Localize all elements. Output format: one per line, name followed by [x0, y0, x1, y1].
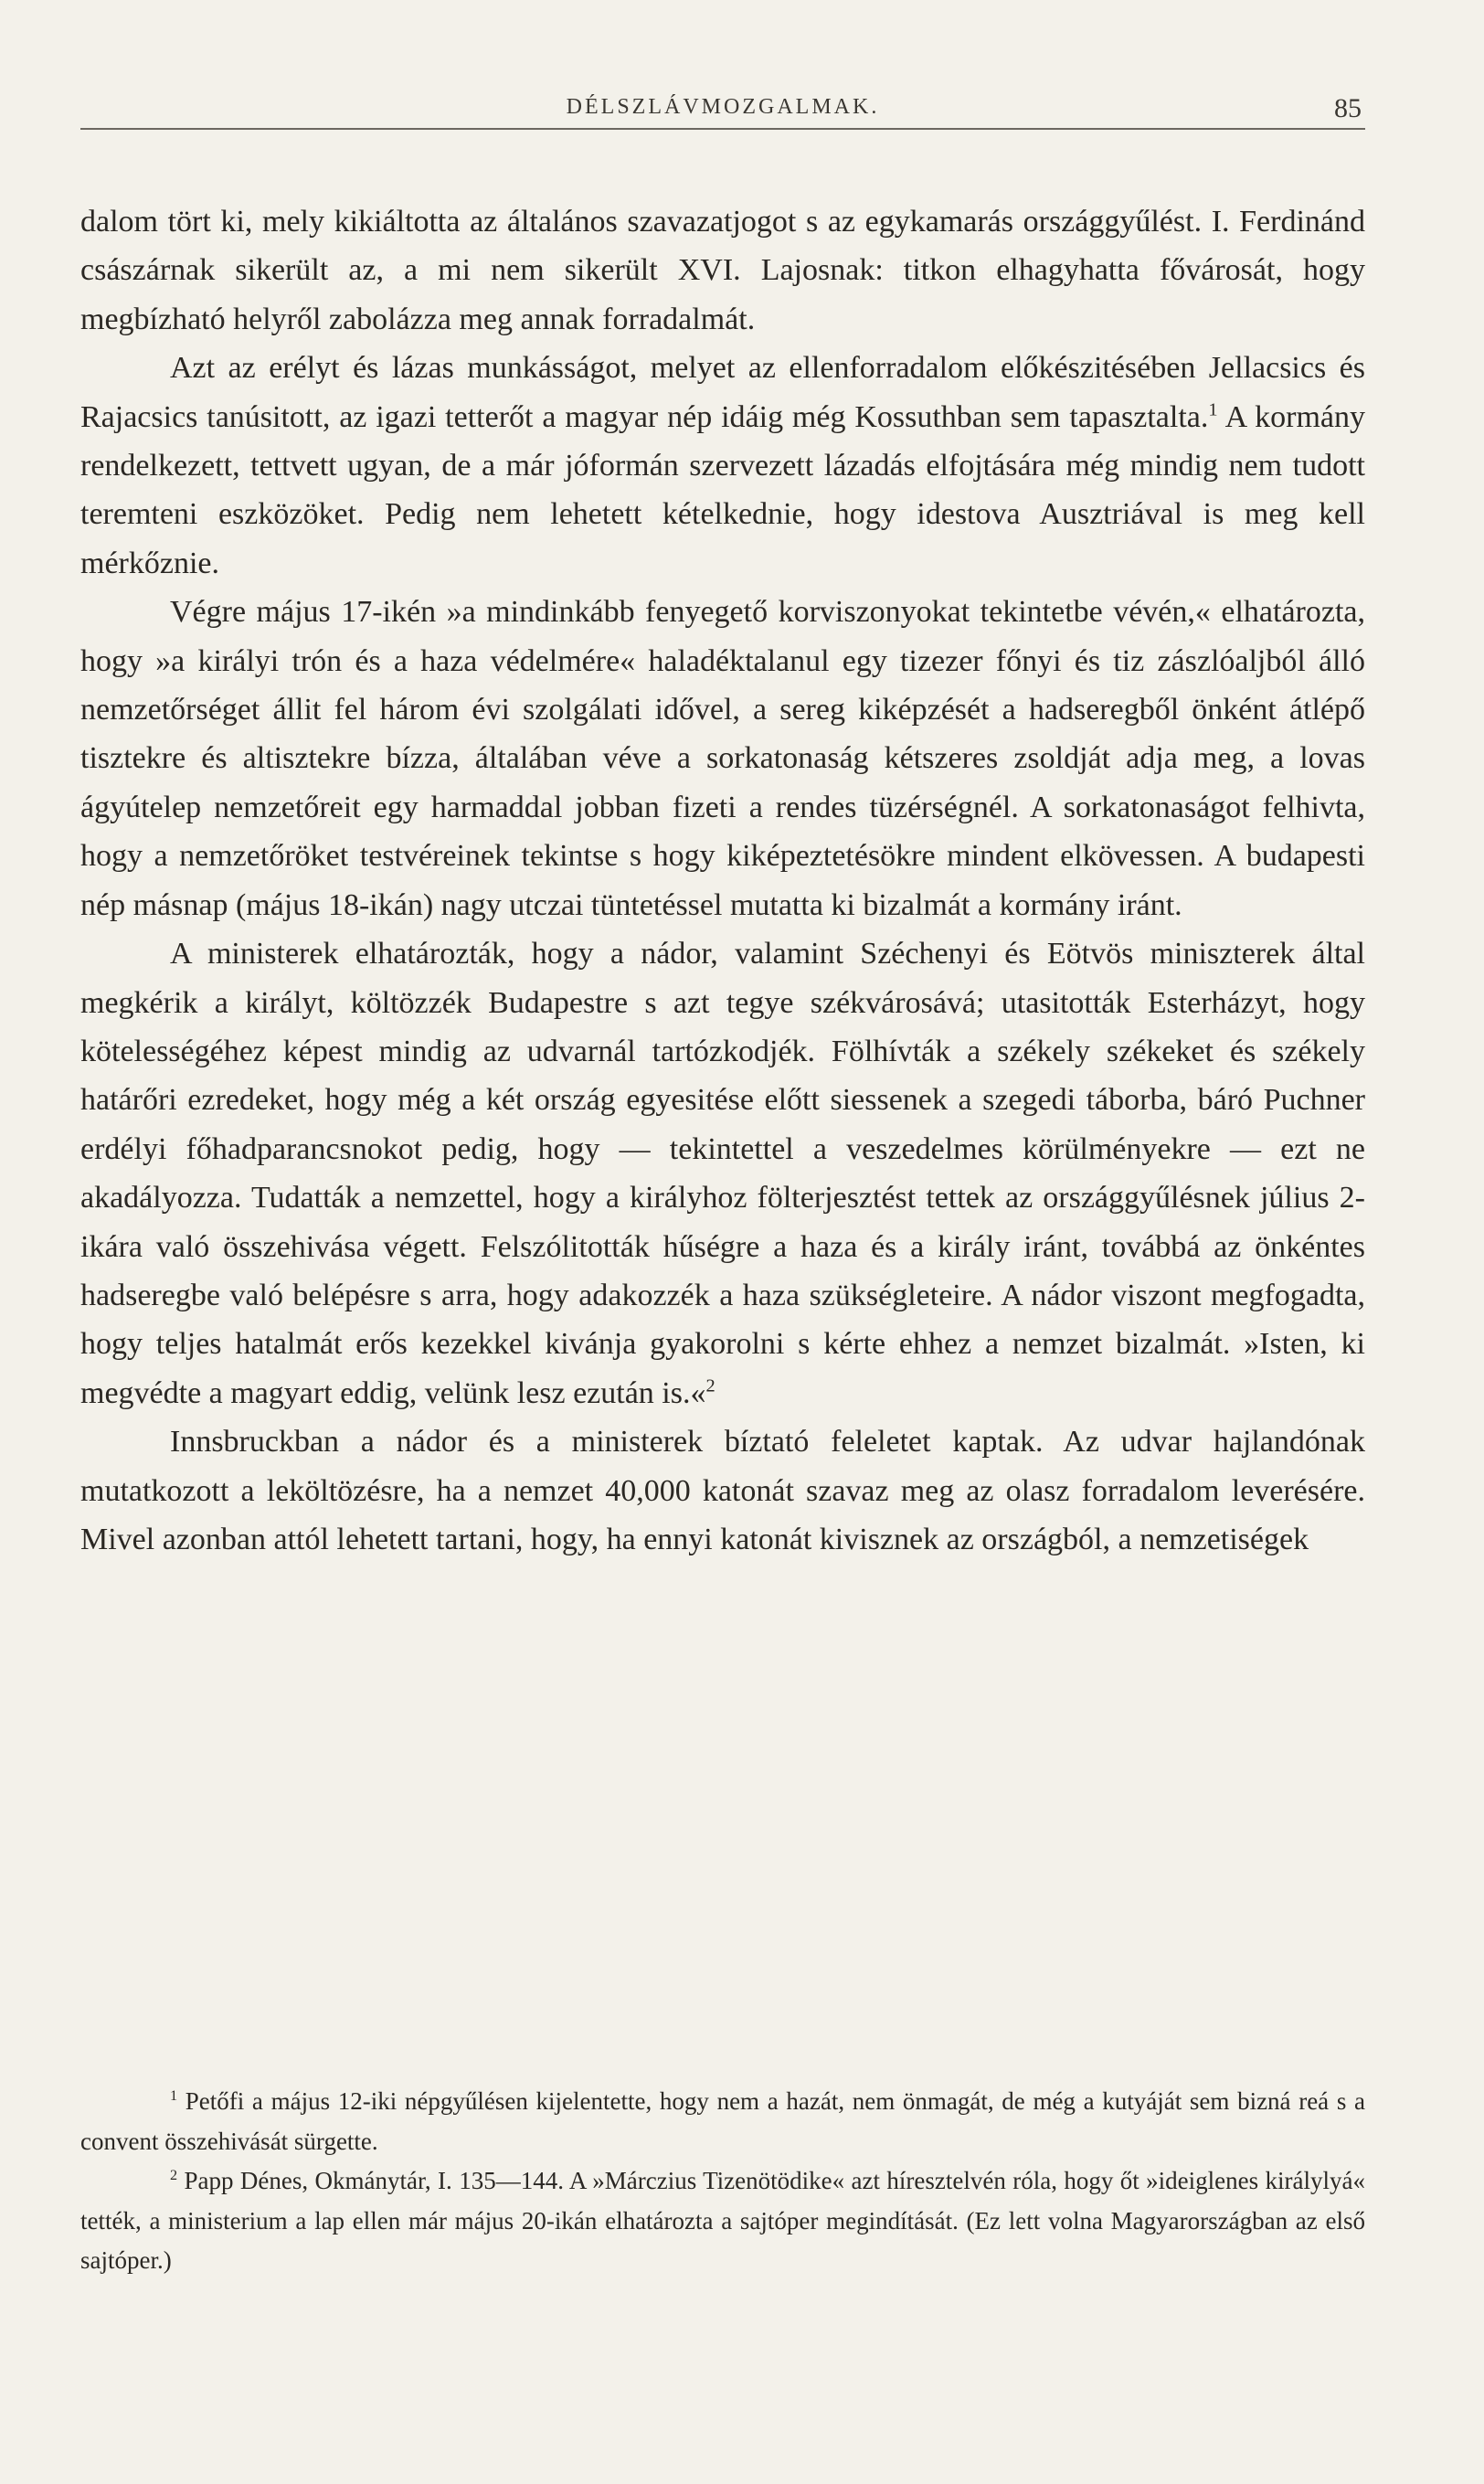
footnote-reference: 2 — [705, 1375, 716, 1396]
footnote-1 — [80, 2082, 1365, 2161]
paragraph-text: Azt az erélyt és lázas munkásságot, melyet az ellenforradalom előkészitésében Jellacsics és Rajacsics tanúsitott, az igazi tetterőt a magyar nép idáig még Kossuthban sem tapasztalta. — [80, 351, 1365, 434]
footnote-mark: 1 — [170, 2087, 178, 2104]
paragraph-4 — [80, 929, 1365, 1417]
footnote-reference: 1 — [1208, 399, 1218, 420]
paragraph-text: Végre május 17-ikén »a mindinkább fenyegető korviszonyokat tekintetbe vévén,« elhatározta, hogy »a királyi trón és a haza védelmére« haladéktalanul egy tizezer főnyi és tiz zászlóaljból álló nemzetőrséget állit fel három évi szolgálati idővel, a sereg kiképzését a hadseregből önként átlépő tisztekre és altisztekre bízza, általában véve a sorkatonaság kétszeres zsoldját adja meg, a lovas ágyútelep nemzetőreit egy harmaddal jobban fizeti a rendes tüzérségnél. A sorkatonaságot felhivta, hogy a nemzetőröket testvéreinek tekintse s hogy kiképeztetésökre mindent elkövessen. A budapesti nép másnap (május 18-ikán) nagy utczai tüntetéssel mutatta ki bizalmát a kormány iránt. — [80, 595, 1365, 922]
paragraph-text: Innsbruckban a nádor és a ministerek bíztató feleletet kaptak. Az udvar hajlandónak mutatkozott a leköltözésre, ha a nemzet 40,000 katonát szavaz meg az olasz forradalom leverésére. Mivel azonban attól lehetett tartani, hogy, ha ennyi katonát kivisznek az országból, a nemzetiségek — [80, 1425, 1365, 1556]
footnote-text: Papp Dénes, Okmánytár, I. 135—144. A »Márczius Tizenötödike« azt híresztelvén róla, hogy őt »ideiglenes királylyá« tették, a ministerium a lap ellen már május 20-ikán elhatározta a sajtóper megindítását. (Ez lett volna Magyarországban az első sajtóper.) — [80, 2167, 1365, 2274]
page-header — [80, 91, 1365, 130]
footnotes — [80, 2082, 1365, 2281]
paragraph-text: A ministerek elhatározták, hogy a nádor, valamint Széchenyi és Eötvös miniszterek által megkérik a királyt, költözzék Budapestre s azt tegye székvárosává; utasitották Esterházyt, hogy kötelességéhez képest mindig az udvarnál tartózkodjék. Fölhívták a székely székeket és székely határőri ezredeket, hogy még a két ország egyesitése előtt siessenek a szegedi táborba, báró Puchner erdélyi főhadparancsnokot pedig, hogy — tekintettel a veszedelmes körülményekre — ezt ne akadályozza. Tudatták a nemzettel, hogy a királyhoz fölterjesztést tettek az országgyűlésnek július 2-ikára való összehivása végett. Felszólitották hűségre a haza és a király iránt, továbbá az önkéntes hadseregbe való belépésre s arra, hogy adakozzék a haza szükségleteire. A nádor viszont megfogadta, hogy teljes hatalmát erős kezekkel kivánja gyakorolni s kérte ehhez a nemzet bizalmát. »Isten, ki megvédte a magyart eddig, velünk lesz ezután is.« — [80, 937, 1365, 1410]
paragraph-text: dalom tört ki, mely kikiáltotta az általános szavazatjogot s az egykamarás országgyűlést. I. Ferdinánd császárnak sikerült az, a mi nem sikerült XVI. Lajosnak: titkon elhagyhatta fővárosát, hogy megbízható helyről zabolázza meg annak forradalmát. — [80, 205, 1365, 336]
footnote-text: Petőfi a május 12-iki népgyűlésen kijelentette, hogy nem a hazát, nem önmagát, de még a kutyáját sem bizná reá s a convent összehivását sürgette. — [80, 2087, 1365, 2155]
page-number: 85 — [1334, 93, 1362, 123]
running-head: DÉLSZLÁVMOZGALMAK. — [566, 95, 880, 119]
paragraph-1 — [80, 197, 1365, 344]
footnote-2 — [80, 2161, 1365, 2281]
paragraph-text-continued: A kormány rendelkezett, tettvett ugyan, de a már jóformán szervezett lázadás elfojtására még mindig nem tudott teremteni eszközöket. Pedig nem lehetett kételkednie, hogy idestova Ausztriával is meg kell mérkőznie. — [80, 399, 1365, 580]
paragraph-5 — [80, 1417, 1365, 1564]
footnote-mark: 2 — [170, 2167, 178, 2183]
paragraph-2 — [80, 344, 1365, 588]
paragraph-3 — [80, 588, 1365, 929]
body-text — [80, 197, 1365, 1564]
